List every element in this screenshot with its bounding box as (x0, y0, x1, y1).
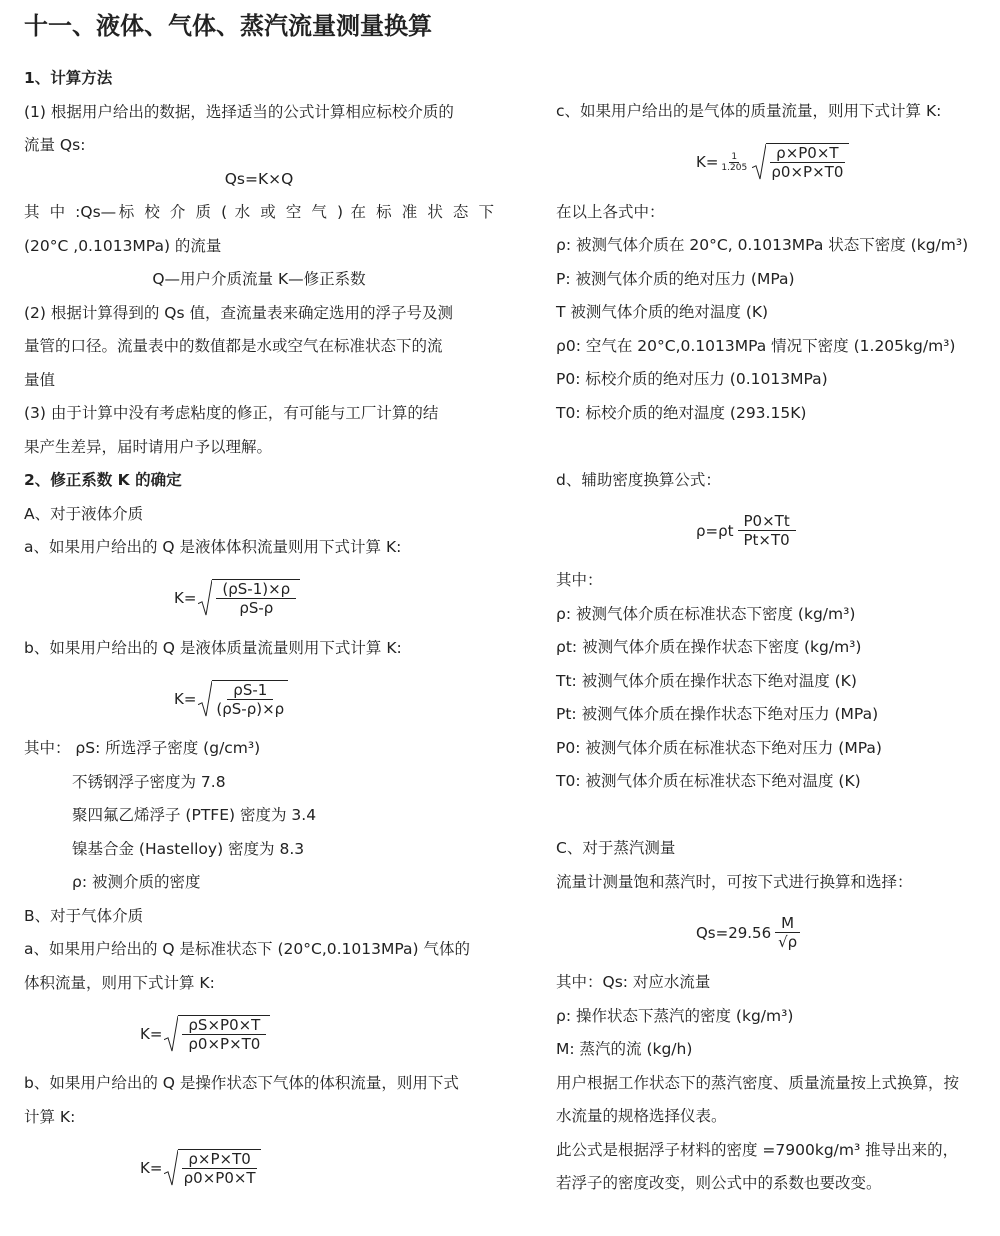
formula-gas-mass (556, 129, 986, 196)
paragraph-line: 计算 K: (24, 1107, 76, 1126)
paragraph-line: 水流量的规格选择仪表。 (556, 1107, 727, 1125)
paragraph-line: T0: 被测气体介质在标准状态下绝对温度 (K) (556, 772, 861, 790)
subsection-heading: B、对于气体介质 (24, 906, 144, 925)
formula-liquid-mass (24, 665, 494, 732)
formula-qs: Qs=K×Q (224, 169, 294, 188)
paragraph-line: 量值 (24, 370, 56, 389)
formula-numerator: ρ×P×T0 (182, 1150, 256, 1169)
sqrt-symbol (164, 1015, 270, 1053)
paragraph-line: b、如果用户给出的 Q 是液体质量流量则用下式计算 K: (24, 638, 402, 657)
spacer (556, 430, 986, 464)
formula-numerator: ρS×P0×T (182, 1016, 266, 1035)
paragraph-line: P0: 被测气体介质在标准状态下绝对压力 (MPa) (556, 738, 882, 757)
formula-denominator: (ρS-ρ)×ρ (216, 699, 285, 718)
formula-fraction (771, 914, 804, 951)
section-heading: 1、计算方法 (24, 69, 113, 87)
formula-denominator: ρ0×P0×T (183, 1168, 256, 1187)
paragraph-line: 流量 Qs: (24, 136, 86, 154)
formula-fraction (734, 512, 800, 549)
formula-steam (556, 899, 986, 966)
paragraph-line: a、如果用户给出的 Q 是标准状态下 (20°C,0.1013MPa) 气体的 (24, 940, 470, 958)
formula-lhs: K= (174, 689, 197, 708)
formula-gas-std-volume (24, 1000, 494, 1067)
paragraph-line: 若浮子的密度改变，则公式中的系数也要改变。 (556, 1174, 882, 1192)
paragraph-line: 量管的口径。流量表中的数值都是水或空气在标准状态下的流 (24, 337, 443, 355)
left-column (24, 62, 494, 1201)
formula-numerator: ρ×P0×T (770, 144, 844, 163)
paragraph-line: (1) 根据用户给出的数据，选择适当的公式计算相应标校介质的 (24, 102, 454, 121)
formula-lhs: K= (140, 1158, 163, 1177)
paragraph-line: 不锈钢浮子密度为 7.8 (72, 772, 226, 791)
formula-lhs: K= (174, 589, 197, 607)
formula-numerator: P0×Tt (738, 512, 796, 531)
formula-denominator: ρ0×P×T0 (771, 163, 844, 181)
sqrt-symbol (198, 579, 300, 617)
paragraph-line: M: 蒸汽的流 (kg/h) (556, 1040, 693, 1058)
paragraph-line: 果产生差异，届时请用户予以理解。 (24, 437, 273, 456)
formula-lhs: K= (696, 153, 719, 171)
coefficient-fraction (721, 152, 747, 173)
formula-denominator: Pt×T0 (743, 531, 790, 549)
formula-numerator: ρS-1 (227, 681, 273, 700)
paragraph-line: Tt: 被测气体介质在操作状态下绝对温度 (K) (556, 671, 857, 690)
paragraph-line: c、如果用户给出的是气体的质量流量，则用下式计算 K: (556, 102, 942, 120)
paragraph-line: ρ: 被测气体介质在 20°C, 0.1013MPa 状态下密度 (kg/m³) (556, 236, 969, 254)
formula-lhs: K= (140, 1024, 163, 1043)
paragraph-line: d、辅助密度换算公式： (556, 470, 721, 489)
formula-denominator: ρS-ρ (239, 599, 274, 617)
paragraph-line: ρ: 被测气体介质在标准状态下密度 (kg/m³) (556, 604, 856, 623)
formula-denominator-value: ρ (787, 933, 798, 951)
paragraph-line: 此公式是根据浮子材料的密度 =7900kg/m³ 推导出来的， (556, 1140, 959, 1159)
sqrt-symbol (752, 143, 848, 181)
paragraph-line: (20°C ,0.1013MPa) 的流量 (24, 236, 222, 255)
paragraph-line: 其中：Qs: 对应水流量 (556, 973, 711, 991)
paragraph-line: a、如果用户给出的 Q 是液体体积流量则用下式计算 K: (24, 538, 402, 556)
sqrt-symbol (164, 1149, 260, 1187)
subsection-heading: A、对于液体介质 (24, 504, 144, 523)
page-title: 十一、液体、气体、蒸汽流量测量换算 (24, 12, 432, 40)
paragraph-line: P: 被测气体介质的绝对压力 (MPa) (556, 269, 795, 288)
formula-density-conversion (556, 497, 986, 564)
formula-gas-op-volume (24, 1134, 494, 1201)
paragraph-line: (3) 由于计算中没有考虑粘度的修正，有可能与工厂计算的结 (24, 404, 439, 422)
formula-denominator: √ρ (778, 933, 798, 951)
sqrt-symbol (198, 680, 288, 718)
paragraph-line: P0: 标校介质的绝对压力 (0.1013MPa) (556, 370, 828, 388)
formula-denominator: ρ0×P×T0 (188, 1034, 261, 1053)
paragraph-line: 流量计测量饱和蒸汽时，可按下式进行换算和选择： (556, 872, 913, 891)
section-heading: 2、修正系数 K 的确定 (24, 471, 182, 489)
paragraph-line: T 被测气体介质的绝对温度 (K) (556, 303, 769, 321)
paragraph-line: ρ0: 空气在 20°C,0.1013MPa 情况下密度 (1.205kg/m³) (556, 336, 956, 355)
paragraph-line: b、如果用户给出的 Q 是操作状态下气体的体积流量，则用下式 (24, 1074, 459, 1092)
coefficient-numerator: 1 (731, 151, 738, 162)
formula-numerator: M (775, 914, 800, 933)
paragraph-line: 其中： (556, 571, 603, 589)
paragraph-line: ρ: 被测介质的密度 (72, 873, 201, 891)
paragraph-line: ρt: 被测气体介质在操作状态下密度 (kg/m³) (556, 638, 862, 656)
paragraph-line: (2) 根据计算得到的 Qs 值，查流量表来确定选用的浮子号及测 (24, 303, 454, 322)
subsection-heading: C、对于蒸汽测量 (556, 839, 676, 857)
formula-lhs: ρ=ρt (696, 521, 734, 540)
paragraph-line: Q—用户介质流量 K—修正系数 (152, 270, 366, 288)
paragraph-line: 镍基合金 (Hastelloy) 密度为 8.3 (72, 839, 305, 858)
paragraph-line: ρ: 操作状态下蒸汽的密度 (kg/m³) (556, 1006, 794, 1025)
paragraph-line: 在以上各式中： (556, 202, 665, 221)
paragraph-line: 其 中 :Qs—标 校 介 质 ( 水 或 空 气 ) 在 标 准 状 态 下 (24, 203, 494, 221)
formula-numerator: (ρS-1)×ρ (216, 580, 296, 599)
paragraph-line: Pt: 被测气体介质在操作状态下绝对压力 (MPa) (556, 705, 879, 723)
paragraph-line: 聚四氟乙烯浮子 (PTFE) 密度为 3.4 (72, 806, 317, 824)
paragraph-line: T0: 标校介质的绝对温度 (293.15K) (556, 403, 807, 422)
formula-liquid-volume (24, 565, 494, 632)
paragraph-line: 其中： ρS: 所选浮子密度 (g/cm³) (24, 739, 261, 757)
paragraph-line: 用户根据工作状态下的蒸汽密度、质量流量按上式换算，按 (556, 1073, 960, 1092)
paragraph-line: 体积流量，则用下式计算 K: (24, 973, 215, 992)
spacer (556, 799, 986, 833)
coefficient-denominator: 1.205 (721, 162, 748, 173)
right-column (556, 95, 986, 1201)
formula-lhs: Qs=29.56 (696, 923, 772, 942)
